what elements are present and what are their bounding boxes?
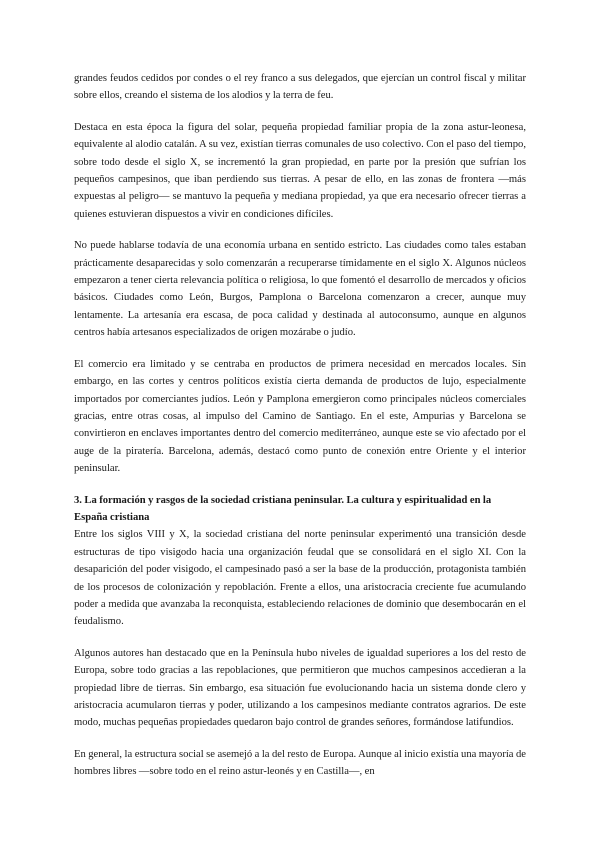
paragraph-igualdad: Algunos autores han destacado que en la Península hubo niveles de igualdad superiores a los del resto de Europa, sobre todo gracias a las repoblaciones, que permitieron que muchos campesinos accedieran a la propiedad libre de tierras. Sin embargo, esa situación fue evolucionando hacia un sistema donde clero y aristocracia acumularon tierras y poder, utilizando a los campesinos mediante contratos agrarios. De este modo, muchas pequeñas propiedades quedaron bajo control de grandes señores, formándose latifundios. [74,647,526,729]
paragraph-solar: Destaca en esta época la figura del solar, pequeña propiedad familiar propia de la zona astur-leonesa, equivalente al alodio catalán. A su vez, existían tierras comunales de uso colectivo. Con el paso del tiempo, sobre todo desde el siglo X, se incrementó la gran propiedad, en parte por la presión que sufrían los pequeños campesinos, que iban perdiendo sus tierras. A pesar de ello, en las zonas de frontera —más expuestas al peligro— se mantuvo la pequeña y mediana propiedad, ya que era necesario ofrecer tierras a quienes estuvieran dispuestos a vivir en condiciones difíciles. [74,121,526,220]
paragraph-feudos: grandes feudos cedidos por condes o el rey franco a sus delegados, que ejercían un control fiscal y militar sobre ellos, creando el sistema de los alodios y la terra de feu. [74,73,526,102]
section-heading: 3. La formación y rasgos de la sociedad cristiana peninsular. La cultura y espiritualidad en la España cristiana [74,494,492,523]
document-page [74,70,526,795]
paragraph-estructura-social: En general, la estructura social se asemejó a la del resto de Europa. Aunque al inicio existía una mayoría de hombres libres —sobre todo en el reino astur-leonés y en Castilla—, en [74,748,526,778]
paragraph-comercio: El comercio era limitado y se centraba en productos de primera necesidad en mercados locales. Sin embargo, en las cortes y centros políticos existía cierta demanda de productos de lujo, especialmente importados por comerciantes judíos. León y Pamplona emergieron como principales núcleos comerciales gracias, entre otras cosas, al impulso del Camino de Santiago. En el este, Ampurias y Barcelona se convirtieron en enclaves importantes dentro del comercio mediterráneo, aunque este se vio afectado por el auge de la piratería. Barcelona, además, destacó como punto de conexión entre Oriente y el interior peninsular. [74,358,526,475]
paragraph-economia-urbana: No puede hablarse todavía de una economía urbana en sentido estricto. Las ciudades como tales estaban prácticamente desaparecidas y solo comenzarán a recuperarse tímidamente en el siglo X. Algunos núcleos empezaron a tener cierta relevancia política o religiosa, lo que fomentó el desarrollo de mercados y oficios básicos. Ciudades como León, Burgos, Pamplona o Barcelona comenzaron a crecer, aunque muy lentamente. La artesanía era escasa, de poca calidad y destinada al autoconsumo, aunque en algunos centros había artesanos especializados de origen mozárabe o judío. [74,240,526,339]
paragraph-sociedad-cristiana: Entre los siglos VIII y X, la sociedad cristiana del norte peninsular experimentó una transición desde estructuras de tipo visigodo hacia una organización feudal que se consolidará en el siglo XI. Con la desaparición del poder visigodo, el campesinado pasó a ser la base de la producción, protagonista también de los procesos de colonización y repoblación. Frente a ellos, una aristocracia creciente fue acumulando poder a medida que avanzaba la reconquista, estableciendo relaciones de dominio que desembocarán en el feudalismo. [74,529,526,628]
